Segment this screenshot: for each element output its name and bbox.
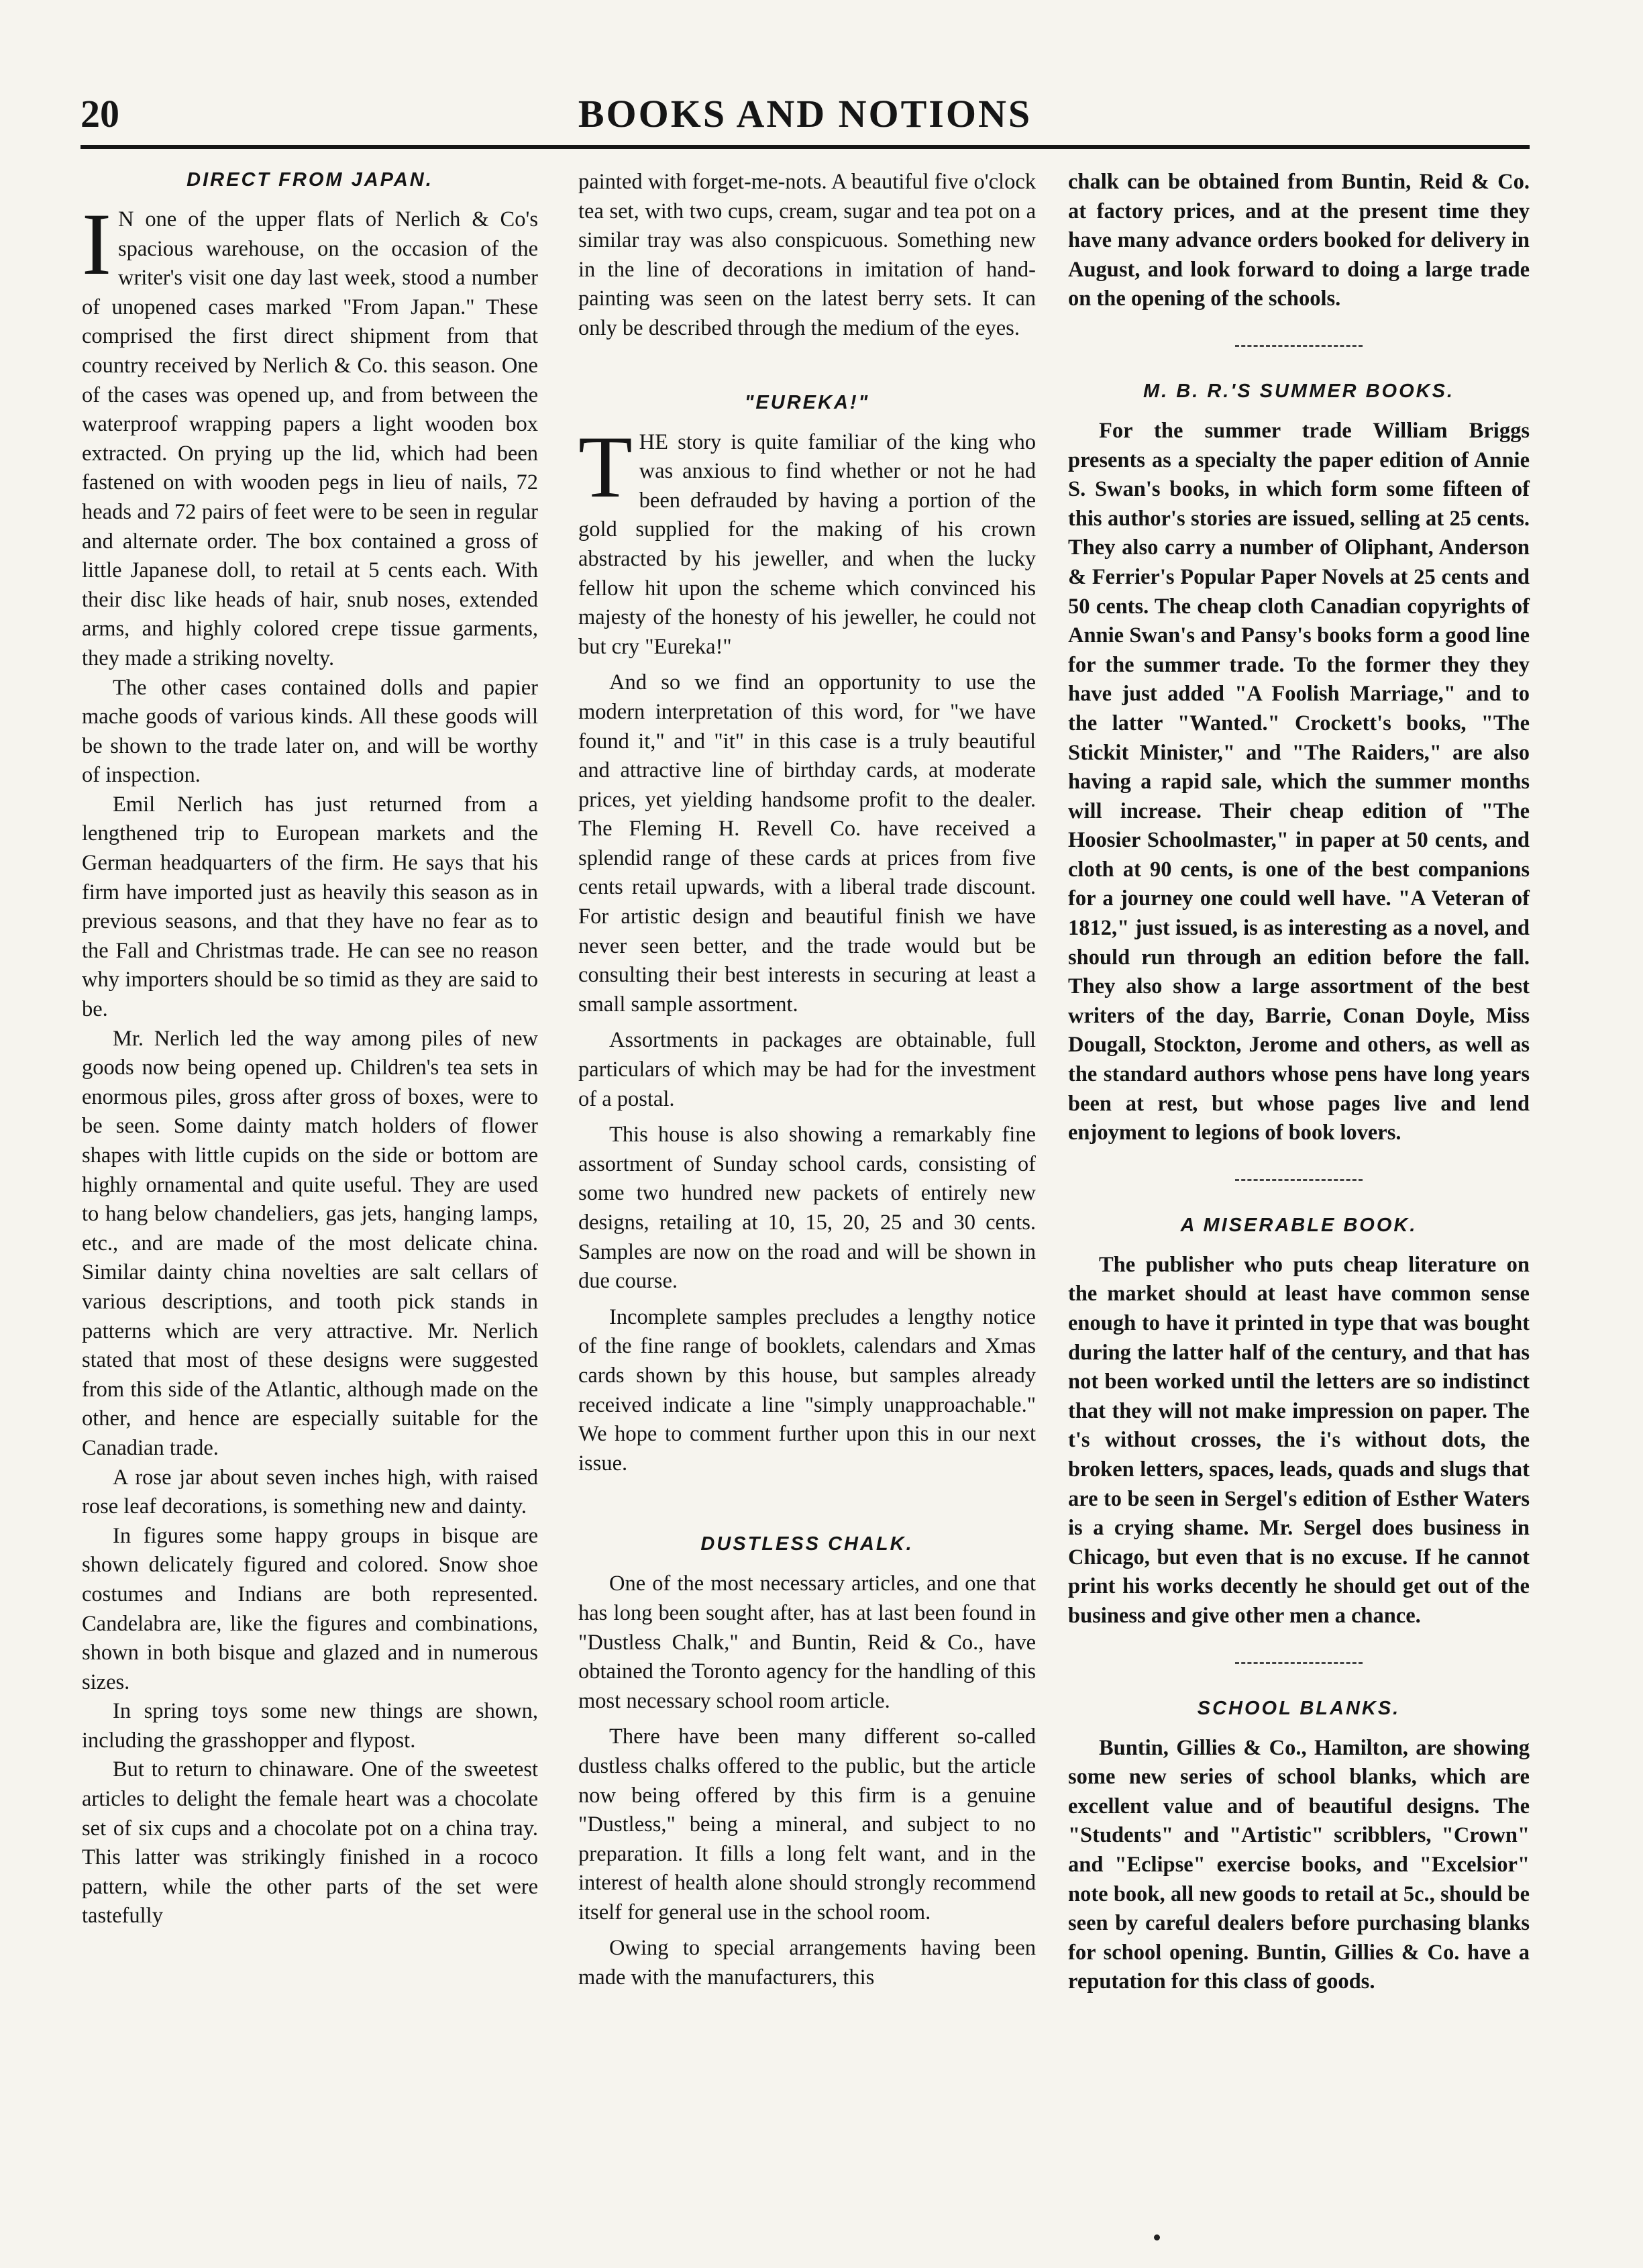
paragraph: There have been many different so-called dustless chalks offered to the public, but the article now being offered by this firm is a genuine "Dustless," being a mineral, and subject to no preparation. It fills a long felt want, and in the interest of health alone should strongly recommend itself for general use in the school room. — [578, 1724, 1036, 1924]
paragraph: THE story is quite familiar of the king who was anxious to find whether or not he had been defrauded by having a portion of the gold supplied for the making of his crown abstracted by his jeweller, and when the lucky fellow hit upon the scheme which convinced his majesty of the honesty of his jeweller, he could not but cry "Eureka!" — [578, 417, 1036, 659]
page-header — [81, 86, 1530, 140]
paragraph-continued: painted with forget-me-nots. A beautiful five o'clock tea set, with two cups, cream, sugar and tea pot on a similar tray was also conspicuous. Something new in the line of decorations in imitation of hand-painting was seen on the latest berry sets. It can only be described through the medium of the eyes. — [578, 170, 1036, 340]
paragraph: Emil Nerlich has just returned from a lengthened trip to European markets and the German headquarters of the firm. He says that his firm have imported just as heavily this season as in previous seasons, and that they have no fear as to the Fall and Christmas trade. He can see no reason why importers should be so timid as they are said to be. — [82, 792, 538, 1022]
paragraph: This house is also showing a remarkably fine assortment of Sunday school cards, consisting of some two hundred new packets of entirely new designs, retailing at 10, 15, 20, 25 and 30 cents. Samples are now on the road and will be shown in due course. — [578, 1123, 1036, 1294]
heading-summer-books: M. B. R.'S SUMMER BOOKS. — [1143, 380, 1454, 402]
paragraph-continued: chalk can be obtained from Buntin, Reid & Co. at factory prices, and at the present time they have many advance orders booked for delivery in August, and look forward to doing a large trade on the opening of the schools. — [1068, 170, 1530, 311]
paragraph: Mr. Nerlich led the way among piles of new goods now being opened up. Children's tea sets in enormous piles, gross after gross of boxes, were to be seen. Some dainty match holders of flower shapes with little cupids on the side or bottom are highly ornamental and quite useful. They are used to hang below chandeliers, gas jets, hanging lamps, etc., and are made of the most delicate china. Similar dainty china novelties are salt cellars of various descriptions, and tooth pick stands in patterns which are very attractive. Mr. Nerlich stated that most of these designs were suggested from this side of the Atlantic, although made on the other, and hence are especially suitable for the Canadian trade. — [82, 1026, 538, 1460]
header-rule — [81, 145, 1530, 149]
heading-dustless-chalk: DUSTLESS CHALK. — [700, 1533, 914, 1555]
paragraph: One of the most necessary articles, and one that has long been sought after, has at last been found in "Dustless Chalk," and Buntin, Reid & Co., have obtained the Toronto agency for the handling of this most necessary school room article. — [578, 1571, 1036, 1713]
column-2 — [578, 168, 1036, 1993]
paragraph: But to return to chinaware. One of the sweetest articles to delight the female heart was a chocolate set of six cups and a chocolate pot on a china tray. This latter was strikingly finished in a rococo pattern, while the other parts of the set were tastefully — [82, 1757, 538, 1928]
section-divider — [1235, 1662, 1363, 1664]
paragraph: In spring toys some new things are shown, including the grasshopper and flypost. — [82, 1699, 538, 1753]
section-divider — [1235, 345, 1363, 347]
paragraph: And so we find an opportunity to use the modern interpretation of this word, for "we have found it," and "it" in this case is a truly beautiful and attractive line of birthday cards, at moderate prices, yet yielding handsome profit to the dealer. The Fleming H. Revell Co. have received a splendid range of these cards at prices from five cents retail upwards, with a liberal trade discount. For artistic design and beautiful finish we have never seen better, and the trade would but be consulting their best interests in securing at least a small sample assortment. — [578, 670, 1036, 1017]
column-3 — [1068, 168, 1530, 1997]
journal-title: BOOKS AND NOTIONS — [578, 92, 1032, 136]
paragraph: A rose jar about seven inches high, with raised rose leaf decorations, is something new and dainty. — [82, 1465, 538, 1519]
paragraph: For the summer trade William Briggs presents as a specialty the paper edition of Annie S. Swan's books, in which form some fifteen of this author's stories are issued, selling at 25 cents. They also carry a number of Oliphant, Anderson & Ferrier's Popular Paper Novels at 25 cents and 50 cents. The cheap cloth Canadian copyrights of Annie Swan's and Pansy's books form a good line for the summer trade. To the former they they have just added "A Foolish Marriage," and to the latter "Wanted." Crockett's books, "The Stickit Minister," and "The Raiders," are also having a rapid sale, which the summer months will increase. Their cheap edition of "The Hoosier Schoolmaster," in paper at 50 cents, and cloth at 90 cents, is one of the best companions for a journey one could well have. "A Veteran of 1812," just issued, is as interesting as a novel, and should run through an edition before the fall. They also show a large assortment of the best writers of the day, Barrie, Conan Doyle, Miss Dougall, Stockton, Jerome and others, as well as the standard authors whose pens have long years been at rest, but whose pages live and lend enjoyment to legions of book lovers. — [1068, 418, 1530, 1145]
paragraph: Owing to special arrangements having been made with the manufacturers, this — [578, 1936, 1036, 1990]
paragraph: The other cases contained dolls and papier mache goods of various kinds. All these goods will be shown to the trade later on, and will be worthy of inspection. — [82, 675, 538, 788]
heading-eureka: "EUREKA!" — [744, 391, 870, 413]
paragraph: Buntin, Gillies & Co., Hamilton, are showing some new series of school blanks, which are excellent value and of beautiful designs. The "Students" and "Artistic" scribblers, "Crown" and "Eclipse" exercise books, and "Excelsior" note book, all new goods to retail at 5c., should be seen by careful dealers before purchasing blanks for school opening. Buntin, Gillies & Co. have a reputation for this class of goods. — [1068, 1735, 1530, 1994]
paragraph: The publisher who puts cheap literature on the market should at least have common sense enough to have it printed in type that was bought during the latter half of the century, and that has not been worked until the letters are so indistinct that they will not make impression on paper. The t's without crosses, the i's without dots, the broken letters, spaces, leads, quads and slugs that are to be seen in Sergel's edition of Esther Waters is a crying shame. Mr. Sergel does business in Chicago, but even that is no excuse. If he cannot print his works decently he should get out of the business and give other men a chance. — [1068, 1252, 1530, 1628]
section-divider — [1235, 1179, 1363, 1181]
page-number: 20 — [81, 92, 119, 136]
paragraph: Incomplete samples precludes a lengthy notice of the fine range of booklets, calendars and Xmas cards shown by this house, but samples already received indicate a line "simply unapproachable." We hope to comment further upon this in our next issue. — [578, 1304, 1036, 1476]
paragraph: In figures some happy groups in bisque are shown delicately figured and colored. Snow shoe costumes and Indians are both represented. Candelabra are, like the figures and combinations, shown in both bisque and glazed and in numerous sizes. — [82, 1523, 538, 1694]
paragraph: Assortments in packages are obtainable, full particulars of which may be had for the investment of a postal. — [578, 1028, 1036, 1111]
page-mark — [1154, 2234, 1160, 2240]
heading-miserable-book: A MISERABLE BOOK. — [1180, 1214, 1418, 1236]
paragraph: IN one of the upper flats of Nerlich & Co's spacious warehouse, on the occasion of the writer's visit one day last week, stood a number of unopened cases marked "From Japan." These comprised the first direct shipment from that country received by Nerlich & Co. this season. One of the cases was opened up, and from between the waterproof wrapping papers a light wooden box extracted. On prying up the lid, which had been fastened on with wooden pegs in lieu of nails, 72 heads and 72 pairs of feet were to be seen in regular and alternate order. The box contained a gross of little Japanese doll, to retail at 5 cents each. With their disc like heads of hair, snub noses, extended arms, and highly colored crepe tissue garments, they made a striking novelty. — [82, 195, 538, 670]
heading-direct-from-japan: DIRECT FROM JAPAN. — [187, 169, 433, 191]
heading-school-blanks: SCHOOL BLANKS. — [1197, 1697, 1401, 1719]
column-1 — [82, 168, 538, 1931]
